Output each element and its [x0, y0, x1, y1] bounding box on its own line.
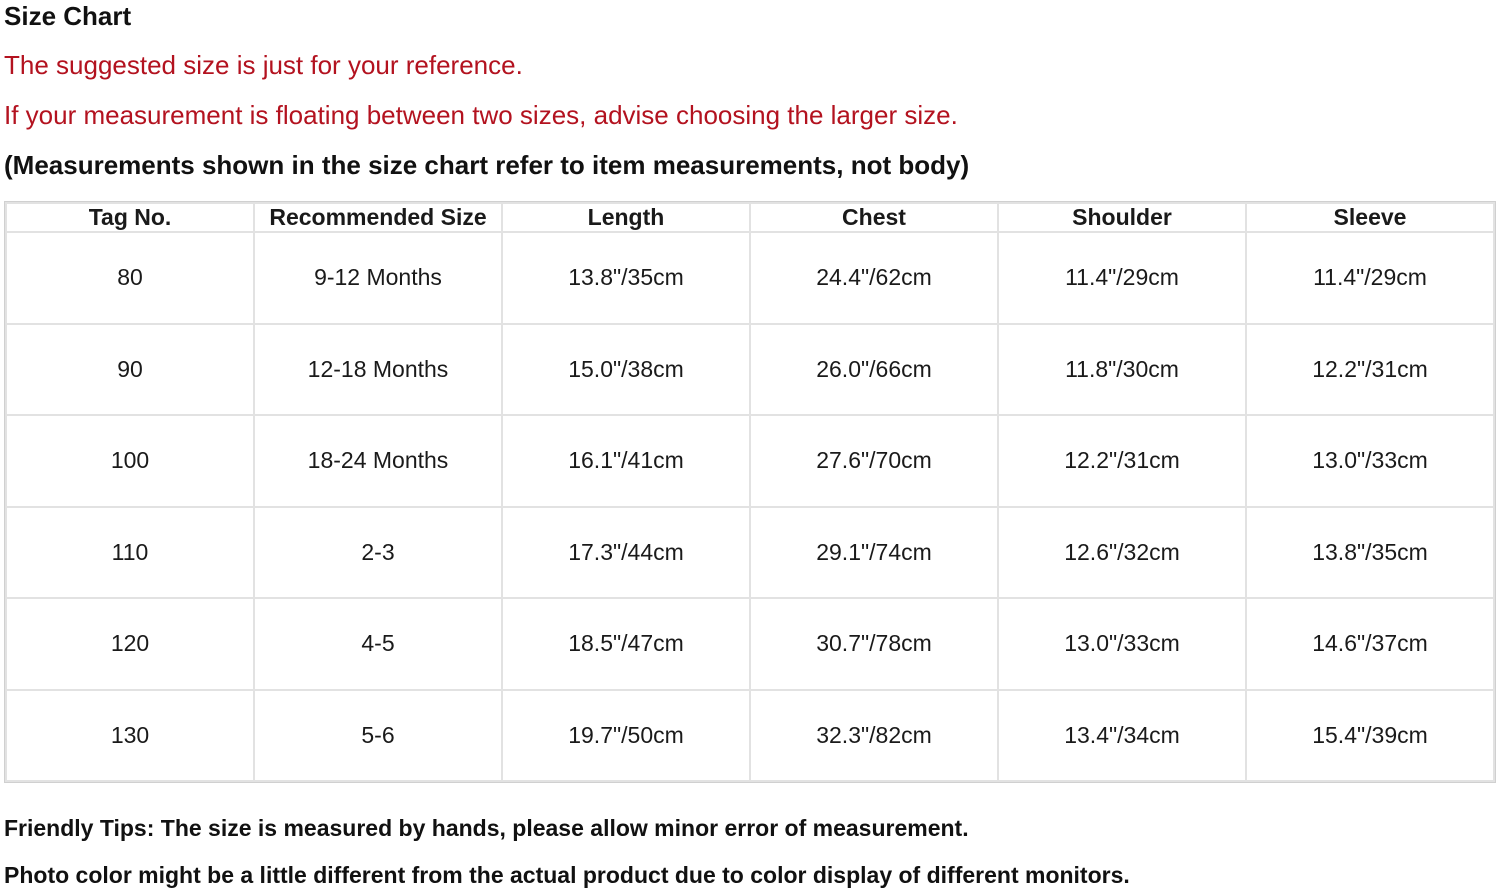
cell-sleeve: 11.4"/29cm: [1246, 232, 1494, 324]
cell-recommended-size: 2-3: [254, 507, 502, 599]
sizing-advice-note: If your measurement is floating between two sizes, advise choosing the larger size.: [4, 100, 958, 130]
cell-length: 16.1"/41cm: [502, 415, 750, 507]
photo-color-note: Photo color might be a little different from the actual product due to color display of different monitors.: [4, 862, 1130, 888]
table-row: [6, 415, 1494, 507]
reference-note: The suggested size is just for your reference.: [4, 50, 523, 80]
cell-length: 18.5"/47cm: [502, 598, 750, 690]
cell-tag-no: 130: [6, 690, 254, 782]
table-row: [6, 507, 1494, 599]
cell-sleeve: 15.4"/39cm: [1246, 690, 1494, 782]
cell-chest: 26.0"/66cm: [750, 324, 998, 416]
cell-length: 13.8"/35cm: [502, 232, 750, 324]
header-length: Length: [502, 203, 750, 232]
cell-tag-no: 80: [6, 232, 254, 324]
cell-tag-no: 120: [6, 598, 254, 690]
table-row: [6, 690, 1494, 782]
friendly-tips: Friendly Tips: The size is measured by hands, please allow minor error of measurement.: [4, 815, 969, 841]
cell-sleeve: 14.6"/37cm: [1246, 598, 1494, 690]
cell-recommended-size: 12-18 Months: [254, 324, 502, 416]
table-row: [6, 598, 1494, 690]
table-row: [6, 232, 1494, 324]
cell-sleeve: 12.2"/31cm: [1246, 324, 1494, 416]
measurement-note: (Measurements shown in the size chart refer to item measurements, not body): [4, 150, 970, 180]
cell-tag-no: 90: [6, 324, 254, 416]
cell-length: 15.0"/38cm: [502, 324, 750, 416]
header-chest: Chest: [750, 203, 998, 232]
cell-sleeve: 13.8"/35cm: [1246, 507, 1494, 599]
cell-recommended-size: 5-6: [254, 690, 502, 782]
table-row: [6, 324, 1494, 416]
cell-chest: 27.6"/70cm: [750, 415, 998, 507]
cell-length: 17.3"/44cm: [502, 507, 750, 599]
header-tag-no: Tag No.: [6, 203, 254, 232]
cell-sleeve: 13.0"/33cm: [1246, 415, 1494, 507]
cell-chest: 29.1"/74cm: [750, 507, 998, 599]
cell-recommended-size: 9-12 Months: [254, 232, 502, 324]
cell-shoulder: 12.2"/31cm: [998, 415, 1246, 507]
cell-tag-no: 100: [6, 415, 254, 507]
table-header-row: [6, 203, 1494, 232]
cell-chest: 24.4"/62cm: [750, 232, 998, 324]
cell-shoulder: 13.4"/34cm: [998, 690, 1246, 782]
cell-shoulder: 11.8"/30cm: [998, 324, 1246, 416]
cell-recommended-size: 18-24 Months: [254, 415, 502, 507]
header-sleeve: Sleeve: [1246, 203, 1494, 232]
cell-shoulder: 13.0"/33cm: [998, 598, 1246, 690]
page-title: Size Chart: [4, 1, 132, 31]
size-chart-table-container: [4, 201, 1496, 783]
header-shoulder: Shoulder: [998, 203, 1246, 232]
cell-length: 19.7"/50cm: [502, 690, 750, 782]
cell-tag-no: 110: [6, 507, 254, 599]
cell-shoulder: 11.4"/29cm: [998, 232, 1246, 324]
cell-recommended-size: 4-5: [254, 598, 502, 690]
cell-chest: 32.3"/82cm: [750, 690, 998, 782]
size-chart-table: [5, 202, 1495, 782]
cell-shoulder: 12.6"/32cm: [998, 507, 1246, 599]
header-recommended-size: Recommended Size: [254, 203, 502, 232]
cell-chest: 30.7"/78cm: [750, 598, 998, 690]
